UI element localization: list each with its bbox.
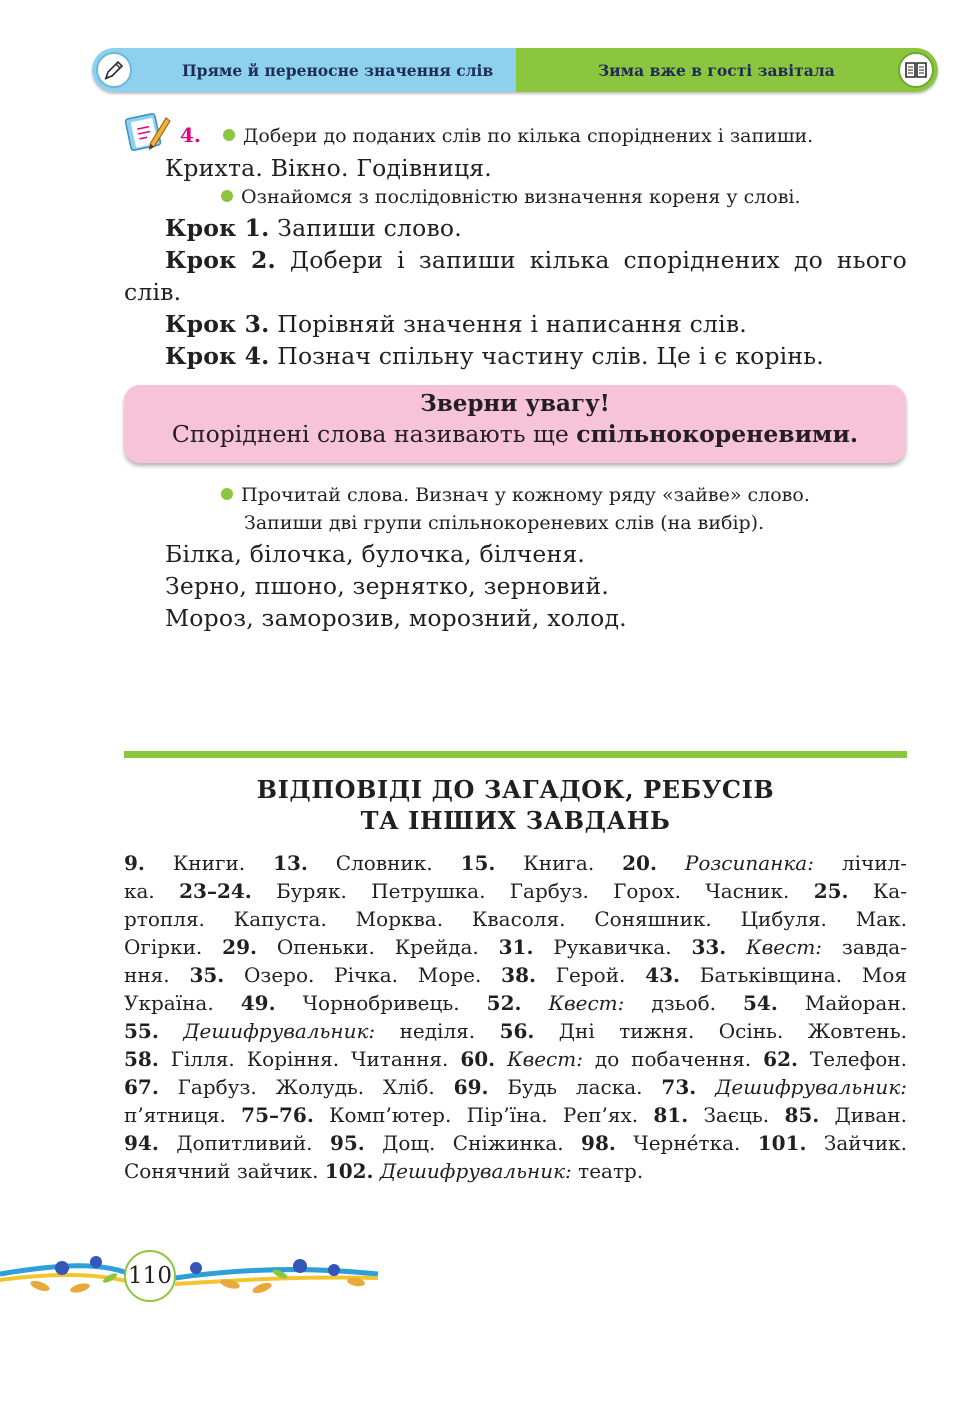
answer-text: ка. (124, 879, 180, 903)
answer-number: 38. (501, 963, 536, 987)
answer-category: Квест: (548, 991, 625, 1015)
instruction-text: Добери до поданих слів по кілька споріднених і запиши. (242, 125, 814, 147)
answer-text (521, 991, 548, 1015)
task-4-instruction-2 (221, 183, 801, 211)
answer-text: Батьківщина. Моя (679, 963, 907, 987)
attention-text (124, 419, 906, 449)
exercise-instruction-2: Запиши дві групи спільнокореневих слів (на вибір). (244, 512, 765, 534)
bullet-dot-icon (223, 129, 235, 141)
answer-text: Черне́тка. (615, 1131, 758, 1155)
answer-text: завда- (822, 935, 907, 959)
answer-number: 73. (661, 1075, 697, 1099)
answer-number: 75–76. (241, 1103, 314, 1127)
answer-number: 33. (691, 935, 727, 959)
answer-number: 15. (460, 851, 496, 875)
answer-text: Сонячний зайчик. (124, 1159, 325, 1183)
answer-number: 20. (622, 851, 657, 875)
answers-line (124, 849, 907, 877)
answer-text (726, 935, 746, 959)
answer-text: Буряк. Петрушка. Гарбуз. Горох. Часник. (251, 879, 814, 903)
step-4 (165, 340, 824, 372)
step-3 (165, 308, 747, 340)
step-text: Познач спільну частину слів. Це і є корінь. (277, 342, 824, 370)
answer-number: 43. (645, 963, 680, 987)
answer-number: 81. (653, 1103, 689, 1127)
answer-text: театр. (571, 1159, 644, 1183)
header-left-title: Пряме й переносне значення слів (182, 60, 494, 80)
answer-text: Заєць. (688, 1103, 785, 1127)
answers-line (124, 1157, 907, 1185)
answer-number: 54. (743, 991, 778, 1015)
answer-text: Гілля. Коріння. Читання. (158, 1047, 461, 1071)
answer-number: 85. (784, 1103, 820, 1127)
answers-line (124, 961, 907, 989)
answers-line (124, 989, 907, 1017)
instruction-text: Прочитай слова. Визнач у кожному ряду «зайве» слово. (241, 484, 810, 506)
answer-number: 102. (324, 1159, 374, 1183)
answer-text: Телефон. (797, 1047, 907, 1071)
answer-number: 60. (460, 1047, 496, 1071)
word-row: Зерно, пшоно, зернятко, зерновий. (165, 572, 609, 600)
answer-text: Дні тижня. Осінь. Жовтень. (534, 1019, 907, 1043)
answers-title (124, 774, 907, 836)
writing-task-icon (124, 110, 172, 156)
answer-text: Комп’ютер. Пір’їна. Реп’ях. (313, 1103, 654, 1127)
answer-text: Гарбуз. Жолудь. Хліб. (158, 1075, 454, 1099)
answer-category: Розсипанка: (684, 851, 814, 875)
answer-text: Будь ласка. (488, 1075, 662, 1099)
answer-text: п’ятниця. (124, 1103, 242, 1127)
answers-line (124, 1073, 907, 1101)
answer-text: Озеро. Річка. Море. (224, 963, 502, 987)
header-right-title: Зима вже в гості завітала (598, 60, 835, 80)
answer-text: неділя. (375, 1019, 500, 1043)
answer-number: 98. (581, 1131, 616, 1155)
answer-text: Словник. (307, 851, 461, 875)
answer-number: 101. (757, 1131, 807, 1155)
answer-text: Допитливий. (158, 1131, 330, 1155)
answer-text: Диван. (819, 1103, 907, 1127)
floral-ornament (0, 1244, 380, 1310)
answer-category: Квест: (746, 935, 823, 959)
task-4-instruction-1 (180, 121, 813, 150)
answer-category: Дешифрувальник: (379, 1159, 572, 1183)
answer-number: 58. (124, 1047, 159, 1071)
attention-text-plain: Споріднені слова називають ще (171, 420, 569, 448)
answer-number: 94. (124, 1131, 159, 1155)
answer-text: Книги. (144, 851, 274, 875)
step-2 (165, 244, 907, 276)
bullet-dot-icon (221, 488, 233, 500)
step-label: Крок 2. (165, 246, 276, 274)
answer-text: Ка- (848, 879, 907, 903)
answer-text: Книга. (495, 851, 623, 875)
attention-box (124, 385, 906, 463)
exercise-instruction-1 (221, 481, 810, 509)
answer-number: 56. (499, 1019, 535, 1043)
answer-number: 55. (124, 1019, 159, 1043)
answer-number: 95. (329, 1131, 365, 1155)
answer-text (159, 1019, 183, 1043)
answer-number: 62. (763, 1047, 798, 1071)
answer-number: 67. (124, 1075, 159, 1099)
step-label: Крок 3. (165, 310, 270, 338)
answer-text: Майоран. (777, 991, 908, 1015)
answers-line (124, 1101, 907, 1129)
answer-text: Чорнобривець. (275, 991, 487, 1015)
attention-text-bold: спільнокореневими. (576, 420, 859, 448)
answer-text: до побачення. (582, 1047, 764, 1071)
answer-text: Україна. (124, 991, 241, 1015)
book-icon (898, 52, 934, 88)
answers-line (124, 933, 907, 961)
task-number: 4. (180, 123, 201, 147)
answer-number: 9. (124, 851, 145, 875)
attention-title: Зверни увагу! (420, 390, 610, 417)
answer-number: 31. (498, 935, 534, 959)
answer-number: 23–24. (179, 879, 252, 903)
answer-text: Зайчик. (806, 1131, 907, 1155)
word-row: Білка, білочка, булочка, білченя. (165, 540, 586, 568)
pen-icon (96, 52, 132, 88)
answer-text: ння. (124, 963, 190, 987)
answers-title-line-1: ВІДПОВІДІ ДО ЗАГАДОК, РЕБУСІВ (256, 775, 775, 804)
header-section-right (516, 48, 938, 92)
answers-title-line-2: ТА ІНШИХ ЗАВДАНЬ (360, 806, 671, 835)
answer-text: Дощ. Сніжинка. (364, 1131, 582, 1155)
answer-category: Дешифрувальник: (715, 1075, 907, 1099)
answers-line (124, 1045, 907, 1073)
answer-text: Герой. (535, 963, 646, 987)
header-section-left (92, 48, 516, 92)
answer-text: Рукавичка. (533, 935, 692, 959)
step-text: Добери і запиши кілька споріднених до нього (289, 246, 907, 274)
answer-number: 35. (189, 963, 225, 987)
step-label: Крок 1. (165, 214, 270, 242)
answers-line (124, 1129, 907, 1157)
step-1 (165, 212, 462, 244)
answers-line (124, 877, 907, 905)
page-header (92, 48, 938, 92)
page-number: 110 (124, 1250, 176, 1302)
section-divider (124, 751, 907, 758)
task-4-words: Крихта. Вікно. Годівниця. (165, 154, 492, 182)
answer-number: 13. (273, 851, 308, 875)
step-text: Запиши слово. (277, 214, 462, 242)
answer-text: Огірки. (124, 935, 223, 959)
answer-text: лічил- (813, 851, 907, 875)
step-text: Порівняй значення і написання слів. (277, 310, 747, 338)
answer-number: 25. (813, 879, 849, 903)
answer-text (696, 1075, 715, 1099)
answers-line (124, 905, 907, 933)
answer-text: дзьоб. (624, 991, 744, 1015)
word-row: Мороз, заморозив, морозний, холод. (165, 604, 627, 632)
answer-number: 29. (222, 935, 257, 959)
answer-number: 52. (486, 991, 522, 1015)
answer-text (495, 1047, 507, 1071)
answer-text: Опеньки. Крейда. (256, 935, 499, 959)
bullet-dot-icon (221, 190, 233, 202)
step-label: Крок 4. (165, 342, 270, 370)
instruction-text: Ознайомся з послідовністю визначення кореня у слові. (241, 186, 801, 208)
answer-number: 49. (240, 991, 276, 1015)
answer-category: Квест: (507, 1047, 583, 1071)
answer-text (657, 851, 685, 875)
step-2-continuation: слів. (124, 278, 182, 306)
answer-number: 69. (453, 1075, 489, 1099)
answer-category: Дешифрувальник: (183, 1019, 376, 1043)
answer-text: ртопля. Капуста. Морква. Квасоля. Соняшник. Цибуля. Мак. (124, 907, 907, 931)
answers-line (124, 1017, 907, 1045)
